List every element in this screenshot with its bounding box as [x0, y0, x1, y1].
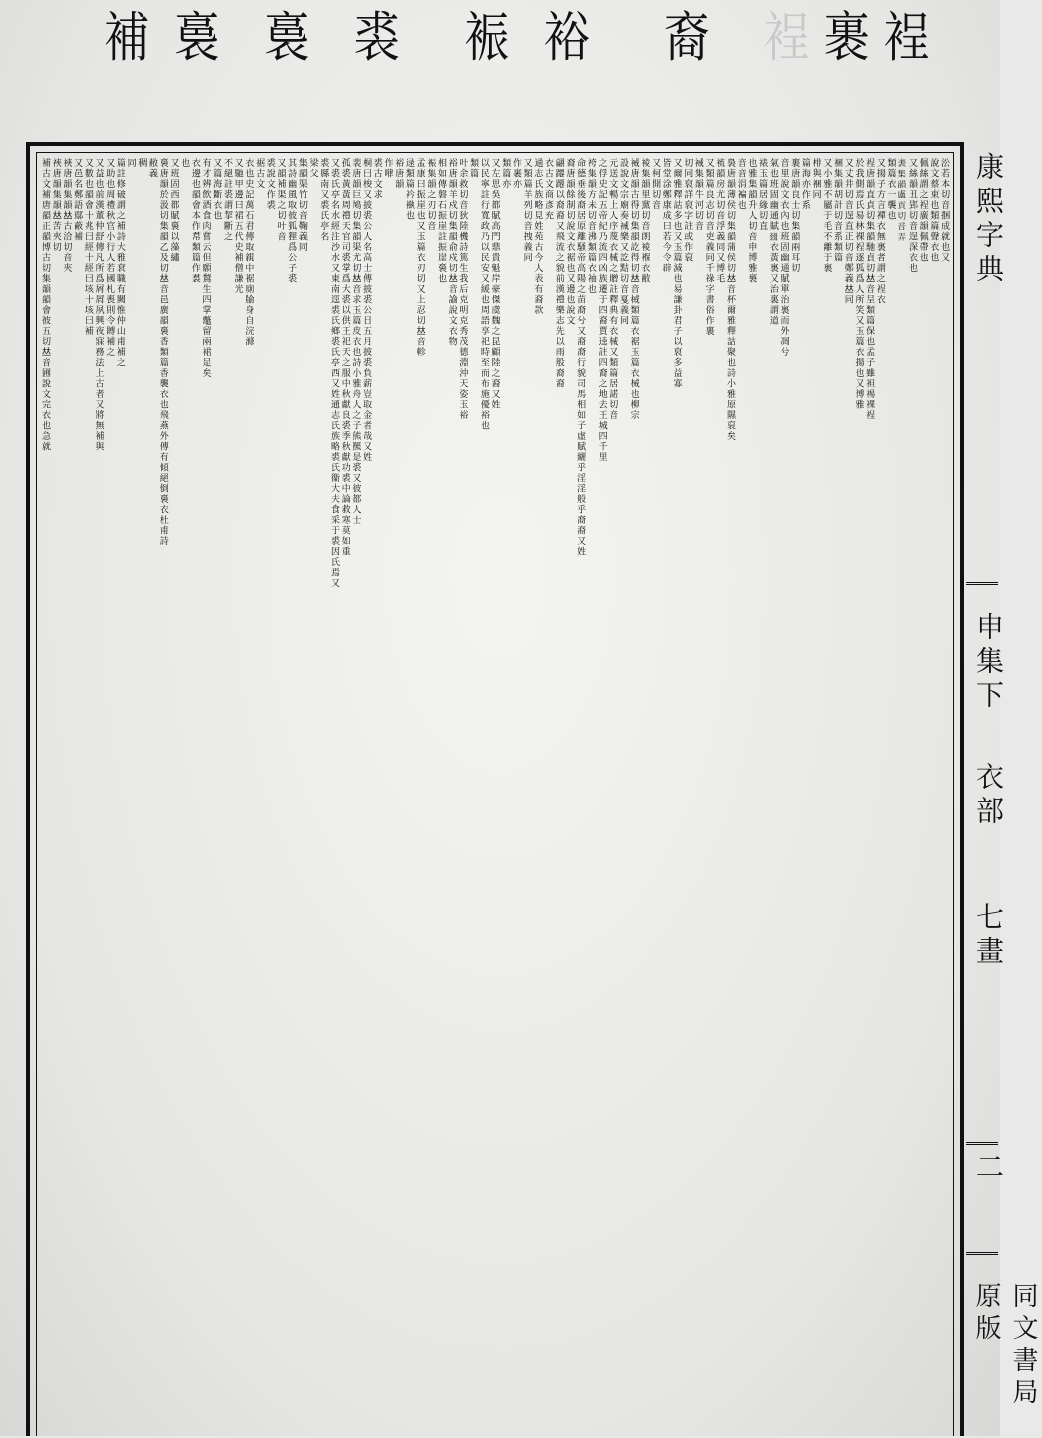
- text-column: 命德垂後裔居原離騷帝高陽之苗裔兮又裔裔行貌司馬相如子虛賦纚乎淫淫般乎裔裔又姓: [575, 158, 586, 557]
- text-column: 衣古文商彥充: [543, 158, 554, 221]
- text-column: 裴唐韻巨鳩切集韻渠尤切𠀤音求玉篇皮衣也詩小雅舟人之子熊羆是裘又彼都人士: [350, 158, 361, 526]
- text-column: 裓唐韻古得切集韻訖得切𠀤音棫類篇衣裾玉篇衣械也柳宗: [628, 158, 639, 421]
- text-column: 裌唐韻集韻𠀤古洽切音夾: [61, 158, 72, 274]
- text-column: 又左思吳都賦高門鼎貴魁岸豪傑虞魏之昆顧陸之裔又姓: [489, 158, 500, 410]
- text-column: 以民寧註行寬政乃以民安又緩也周語享祀時至而布施優裕也: [478, 158, 489, 431]
- text-column: 通志氏族略見姓苑古今人表有裔款: [532, 158, 543, 316]
- text-column: 又丈井切音逞直正切音鄭義𠀤同: [842, 158, 853, 305]
- text-column: 元送文暢上人序蔑衣械之贈註釋典有衣械又類篇居諾切音: [607, 158, 618, 421]
- text-column: 也雅集韻升人切音申博雅裛: [746, 158, 757, 284]
- text-column: 篇海亦作系: [799, 158, 810, 211]
- margin-rule: [966, 1142, 998, 1149]
- text-column: 作𠷈: [382, 158, 393, 179]
- text-column: 裗韻房尤切音浮義同又博毛: [714, 158, 725, 284]
- text-column: 也: [179, 158, 190, 169]
- page-number: 二: [972, 1152, 1005, 1186]
- text-column: 相如傳磐石振崖註振崖裛也: [436, 158, 447, 284]
- text-column: 裓集韻牛河切音: [692, 158, 703, 232]
- text-column: 又小雅不屬于毛不離于裏: [821, 158, 832, 274]
- text-column: 衣邊也韻會本作帬類篇作裠: [189, 158, 200, 284]
- text-column: 裛唐韻於汲切集韻乙及切𠀤音邑廣韻裛香類篇香襲衣也飛燕外傳有傾絕倒裛衣杜甫詩: [157, 158, 168, 547]
- text-column: 不絕註裘謂挈斷之: [221, 158, 232, 242]
- margin-rule: [966, 582, 998, 589]
- publisher: 同文書局原版: [971, 1282, 1038, 1410]
- text-column: 又益也前漢董仲舒傳凡所爲屑屑夙興夜寐務法上古者又將無補與: [93, 158, 104, 452]
- text-frame: [26, 142, 964, 1436]
- text-column: 又爾雅釋詁多也又玉篇減也易謙卦君子以裒多益寡: [671, 158, 682, 389]
- text-column: 又邑名鄭語鄢蔽補: [72, 158, 83, 242]
- seal-char: 裎: [883, 6, 927, 69]
- text-column: 皆堂涂鄭康成曰若今令辟: [660, 158, 671, 274]
- text-column: 裕唐韻羊戍切集韻俞戍切𠀤音諭說文衣物: [446, 158, 457, 347]
- text-column: 音里說文衣內也班固幽通賦單治裏而外凋兮: [778, 158, 789, 358]
- text-column: 類篇亦: [500, 158, 511, 190]
- text-column: 其詩幽風取彼狐狸爲公子裘: [286, 158, 297, 284]
- text-column: 氣也班固幽通賦𢇍衣黃裏又治裏謂道: [767, 158, 778, 326]
- text-column: 叶余救切音狄陸機詩篤生我后克明克秀茂德淵沖天姿玉裕: [457, 158, 468, 421]
- seal-char-faint: 裎: [763, 6, 807, 69]
- text-column: 又數也韻會十兆曰經十經曰垓十垓曰補: [82, 158, 93, 337]
- text-column: 裌唐韻集韻𠀤苦夾切: [50, 158, 61, 253]
- text-column: 裘說文作裘: [264, 158, 275, 211]
- text-column: 又馳甲邊曰裙五代史補僧謙光: [232, 158, 243, 295]
- seal-char: 裹: [823, 6, 867, 69]
- text-column: 又類篇羊列切音拽義同: [521, 158, 532, 263]
- text-column: 裘縣南又裘氏亭名: [318, 158, 329, 242]
- text-column: 棑與裍同: [810, 158, 821, 200]
- text-column: 類篇衣一襲也: [885, 158, 896, 221]
- text-column: 裹唐韻良士切集韻兩耳切: [789, 158, 800, 274]
- seal-char: 裔: [663, 6, 707, 69]
- text-column: 稠: [136, 158, 147, 169]
- text-column: 逯類篇衿褹也: [403, 158, 414, 221]
- text-column: 裘古文求: [371, 158, 382, 200]
- text-column: 裊唐韻薄侯切集韻蒲侯切𠀤音杯爾雅釋詁聚也詩小雅原隰裒矣: [725, 158, 735, 442]
- text-column: 又班固西都賦裛以藻繡: [168, 158, 179, 263]
- text-column: 又助也周禮秋官小行人若國札喪則令賻補之: [104, 158, 115, 358]
- text-column: 㳂若本切音捆成就也又: [939, 158, 950, 263]
- text-column: 類篇: [468, 158, 479, 179]
- text-column: 裖集韻之刃切音: [425, 158, 436, 232]
- text-column: 又絲韻丑郢切音逞深衣也: [906, 158, 917, 274]
- text-column: 翩蹮蹮以裔裔又飛流之貌前漢禮樂志先以雨般裔裔: [553, 158, 564, 389]
- text-column: 桐曰梭又披裘公人名高士傳披裘公日五月披裘負薪豈取金者哉又姓: [361, 158, 372, 463]
- text-column: 集韻渠竹切音鞠義同: [296, 158, 307, 253]
- text-column: 裾古文: [254, 158, 265, 190]
- seal-char: 裖: [463, 6, 507, 69]
- text-column: 又柯開切音: [650, 158, 661, 211]
- text-column: 之俘史記五帝紀乃流四凶族遷于四裔賈逵註四裔之地去王城四千里: [596, 158, 607, 463]
- text-column: 梁父: [307, 158, 318, 179]
- text-column: 衣也史記萬石君傳取親中裾廁牏身自浣滌: [243, 158, 254, 347]
- text-column: 又韻補渠之切叶音: [275, 158, 286, 242]
- text-column: 裱玉篇居緣切直: [757, 158, 768, 232]
- seal-script-header: [20, 0, 990, 150]
- text-column: 裎唐韻直貞切集韻馳貞切𠀤音呈類篇保也孟子雖袒裼裸裎: [864, 158, 875, 421]
- seal-char: 裕: [543, 6, 587, 69]
- text-column: 音音涓褊也: [735, 158, 746, 211]
- text-column: 有才辨飲酒食肉嘗云但願鶖生四掌鼈留兩裙足矣: [200, 158, 211, 379]
- text-column: 裕唐韻: [393, 158, 404, 190]
- seal-char: 裛: [263, 6, 307, 69]
- text-column: 孟康曰振崖也又玉篇衣刃切又上忍切𠀤音軫: [414, 158, 425, 358]
- text-column: 裍集韻胡計切音系類篇: [832, 158, 843, 263]
- text-column: 篇註修破謂之補詩大雅袞職有闕惟仲山甫補之: [114, 158, 125, 368]
- text-column: 敝義: [147, 158, 158, 179]
- text-column: 又篇海斷衣也: [211, 158, 222, 221]
- text-column: 裬集韻里黨切音朗裬褓衣敝: [639, 158, 650, 284]
- text-column: 補古文補唐韻正韻博古切集韻韻會彼五切𠀤音圃說文完衣也急就: [40, 158, 50, 452]
- text-column: 又裘氏亭名水經注沙水又東南逕裘氏鄉裘氏亭西又姓通志氏族略裘氏衞大夫食采于裘因氏焉又: [328, 158, 339, 589]
- text-column: 𧘝集韻盧貢切音弄: [896, 158, 907, 242]
- text-column: 同: [125, 158, 136, 169]
- text-column: 作裹亦: [510, 158, 521, 190]
- margin-strip: [964, 142, 1038, 1436]
- text-column: 裔唐韻餘制切說文衣裾也又邊也說文: [564, 158, 575, 326]
- text-column: 設說文宗廟奏裓樂又訖黠切音戛義同: [617, 158, 628, 326]
- text-column: 又類篇良志切音吏義同千祿字書俗作裹: [703, 158, 714, 337]
- text-column: 孤裘黃黃周禮天官司裘掌爲大裘以供王祀天之服中秋獻良裘季秋獻功裘中論救寒莫如重: [339, 158, 350, 557]
- stroke-count-label: 七畫: [972, 902, 1005, 970]
- text-column: 切同裒詳裒字註或作裒: [682, 158, 693, 263]
- text-column: 於我側焉氏易林裸裎逐狐爲人所笑又玉篇衣揚也又博雅: [853, 158, 864, 410]
- text-column: 袴集韻方未切音沸類篇衣袖也: [585, 158, 596, 295]
- volume-label: 申集下: [972, 612, 1005, 714]
- text-columns: [40, 158, 950, 1436]
- seal-char: 裘: [353, 6, 397, 69]
- seal-char: 補: [103, 6, 147, 69]
- text-column: 佩絲謂之裎廣韻佩帶也: [917, 158, 928, 263]
- margin-rule: [966, 1252, 998, 1259]
- seal-char: 裛: [173, 6, 217, 69]
- book-title: 康熙字典: [972, 152, 1005, 288]
- text-column: 說文蔡束也類篇聲衣也: [928, 158, 939, 263]
- text-column: 又揚子方言襌衣無裏者謂之裎衣: [874, 158, 885, 305]
- radical-label: 衣部: [972, 762, 1005, 830]
